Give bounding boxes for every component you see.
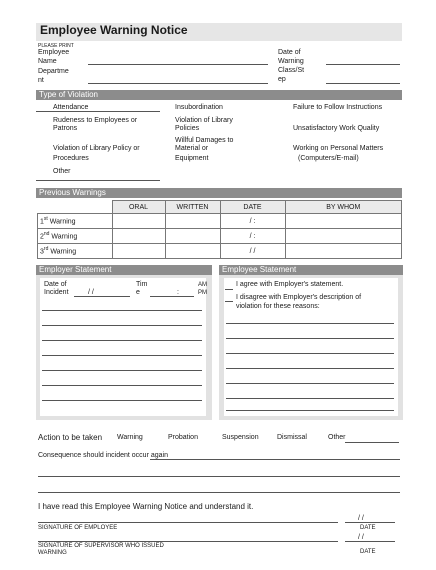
date-of-warning-label-1: Date of [278, 49, 301, 56]
consequence-label: Consequence should incident occur again [38, 452, 168, 459]
department-label-2: nt [38, 77, 44, 84]
date-of-incident-label-2: Incident [44, 289, 69, 296]
employee-statement-line[interactable] [226, 323, 394, 324]
date-of-warning-label-2: Warning [278, 58, 304, 65]
time-label-1: Tim [136, 281, 148, 288]
employee-date-label: DATE [360, 525, 376, 531]
date-cell[interactable]: / : [220, 229, 285, 244]
oral-cell[interactable] [112, 214, 165, 229]
written-cell[interactable] [165, 244, 220, 259]
acknowledgement-statement: I have read this Employee Warning Notice and understand it. [38, 502, 254, 511]
employee-statement-line[interactable] [226, 353, 394, 354]
col-by-whom: BY WHOM [285, 201, 402, 214]
consequence-line[interactable] [38, 476, 400, 477]
supervisor-date-field[interactable] [345, 541, 395, 542]
employee-statement-line[interactable] [226, 368, 394, 369]
violation-rudeness-1[interactable]: Rudeness to Employees or [53, 117, 138, 124]
employee-name-field[interactable] [88, 64, 268, 65]
action-suspension[interactable]: Suspension [222, 434, 259, 441]
employer-statement-line[interactable] [42, 355, 202, 356]
col-oral: ORAL [112, 201, 165, 214]
class-step-label-1: Class/St [278, 67, 305, 74]
col-written: WRITTEN [165, 201, 220, 214]
supervisor-signature-label-1: SIGNATURE OF SUPERVISOR WHO ISSUED [38, 543, 164, 549]
table-row [38, 229, 402, 244]
violation-other[interactable]: Other [53, 168, 71, 175]
department-label-1: Departme [38, 68, 69, 75]
col-date: DATE [220, 201, 285, 214]
by-whom-cell[interactable] [285, 214, 402, 229]
agree-option[interactable]: I agree with Employer's statement. [236, 281, 344, 288]
violation-willful-3[interactable]: Equipment [175, 155, 209, 162]
action-other-field[interactable] [345, 442, 399, 443]
date-of-incident-field[interactable] [74, 296, 130, 297]
date-cell[interactable]: / / [220, 244, 285, 259]
action-dismissal[interactable]: Dismissal [277, 434, 307, 441]
supervisor-date-slashes: / / [358, 534, 364, 541]
supervisor-date-label: DATE [360, 549, 376, 555]
employer-statement-line[interactable] [42, 400, 202, 401]
agree-checkbox[interactable] [225, 289, 233, 290]
employee-date-slashes: / / [358, 515, 364, 522]
warning-row-label: 2nd Warning [38, 229, 113, 244]
employer-statement-line[interactable] [42, 310, 202, 311]
action-label: Action to be taken [38, 433, 103, 442]
please-print-note: PLEASE PRINT [38, 43, 74, 49]
employee-statement-line[interactable] [226, 383, 394, 384]
violation-working-2[interactable]: (Computers/E-mail) [298, 155, 359, 162]
oral-cell[interactable] [112, 244, 165, 259]
attendance-check-line[interactable] [36, 111, 160, 112]
disagree-option-2: violation for these reasons: [236, 303, 320, 310]
employee-name-label-2: Name [38, 58, 57, 65]
by-whom-cell[interactable] [285, 244, 402, 259]
employee-date-field[interactable] [345, 522, 395, 523]
employer-statement-header: Employer Statement [36, 265, 212, 275]
violation-failure-instructions[interactable]: Failure to Follow Instructions [293, 104, 383, 111]
employer-statement-line[interactable] [42, 370, 202, 371]
time-colon: : [177, 289, 179, 296]
disagree-option-1[interactable]: I disagree with Employer's description of [236, 294, 362, 301]
consequence-field[interactable] [150, 459, 400, 460]
other-field[interactable] [36, 180, 160, 181]
violation-rudeness-2[interactable]: Patrons [53, 125, 78, 132]
warning-row-label: 1st Warning [38, 214, 113, 229]
employee-name-label-1: Employee [38, 49, 70, 56]
employee-statement-header: Employee Statement [219, 265, 403, 275]
class-step-label-2: ep [278, 76, 286, 83]
type-of-violation-header: Type of Violation [36, 90, 402, 100]
violation-library-2[interactable]: Policies [175, 125, 200, 132]
employer-statement-line[interactable] [42, 340, 202, 341]
oral-cell[interactable] [112, 229, 165, 244]
time-label-2: e [136, 289, 140, 296]
violation-insubordination[interactable]: Insubordination [175, 104, 223, 111]
pm-label[interactable]: PM [198, 290, 207, 296]
date-of-incident-label-1: Date of [44, 281, 67, 288]
action-probation[interactable]: Probation [168, 434, 198, 441]
action-other[interactable]: Other [328, 434, 346, 441]
violation-policy-1[interactable]: Violation of Library Policy or [53, 145, 140, 152]
am-label[interactable]: AM [198, 282, 207, 288]
consequence-line[interactable] [38, 492, 400, 493]
violation-library-1[interactable]: Violation of Library [175, 117, 233, 124]
date-cell[interactable]: / : [220, 214, 285, 229]
table-row [38, 244, 402, 259]
violation-attendance[interactable]: Attendance [53, 104, 89, 111]
written-cell[interactable] [165, 214, 220, 229]
violation-working-1[interactable]: Working on Personal Matters [293, 145, 384, 152]
date-of-incident-slashes: / / [88, 289, 94, 296]
supervisor-signature-field[interactable] [38, 541, 338, 542]
date-of-warning-field[interactable] [326, 64, 400, 65]
time-field[interactable] [150, 296, 194, 297]
employer-statement-line[interactable] [42, 385, 202, 386]
supervisor-signature-label-2: WARNING [38, 550, 67, 556]
warning-row-label: 3rd Warning [38, 244, 113, 259]
employee-statement-line[interactable] [226, 398, 394, 399]
previous-warnings-table [37, 200, 402, 259]
page-title: Employee Warning Notice [40, 23, 188, 37]
employee-statement-line[interactable] [226, 338, 394, 339]
disagree-checkbox[interactable] [225, 301, 233, 302]
violation-policy-2[interactable]: Procedures [53, 155, 89, 162]
action-warning[interactable]: Warning [117, 434, 143, 441]
previous-warnings-header: Previous Warnings [36, 188, 402, 198]
employee-signature-label: SIGNATURE OF EMPLOYEE [38, 525, 118, 531]
class-step-field[interactable] [326, 83, 400, 84]
by-whom-cell[interactable] [285, 229, 402, 244]
employee-signature-field[interactable] [38, 522, 338, 523]
violation-willful-1[interactable]: Willful Damages to [175, 137, 234, 144]
table-row [38, 214, 402, 229]
employer-statement-line[interactable] [42, 325, 202, 326]
violation-unsatisfactory[interactable]: Unsatisfactory Work Quality [293, 125, 380, 132]
written-cell[interactable] [165, 229, 220, 244]
violation-willful-2[interactable]: Material or [175, 145, 209, 152]
employee-statement-line[interactable] [226, 410, 394, 411]
department-field[interactable] [88, 83, 268, 84]
